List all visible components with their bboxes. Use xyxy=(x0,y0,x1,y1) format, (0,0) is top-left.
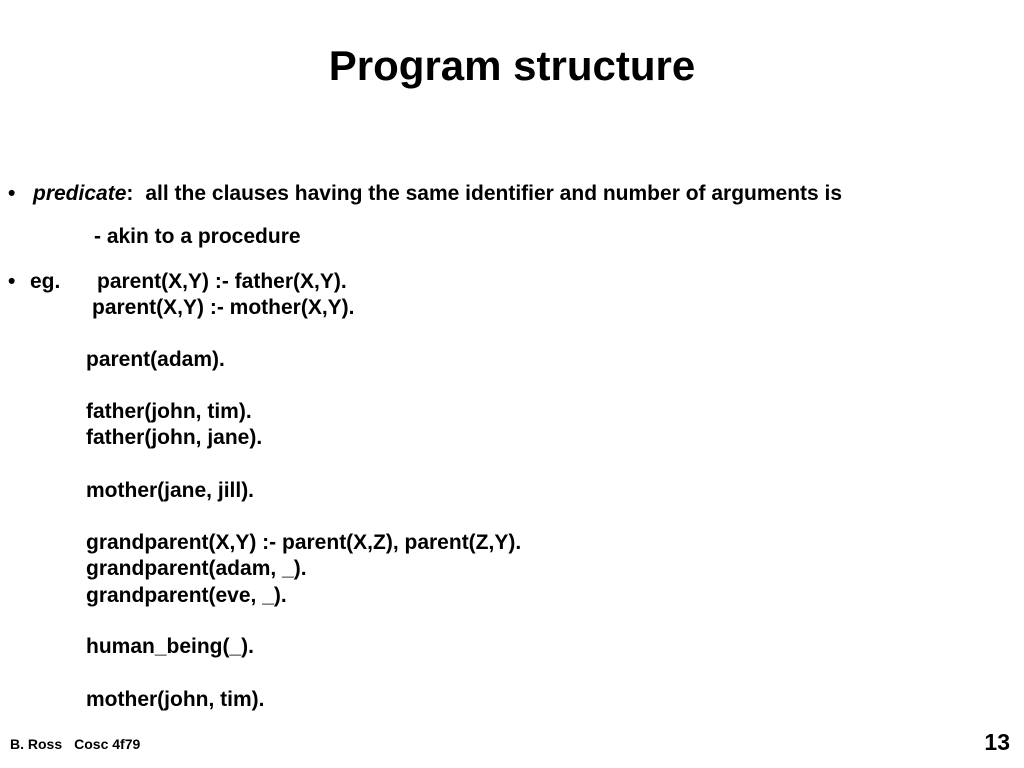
example-clause: parent(X,Y) :- mother(X,Y). xyxy=(92,296,355,319)
example-clause: parent(X,Y) :- father(X,Y). xyxy=(97,270,347,293)
predicate-term: predicate xyxy=(33,182,127,205)
code-line: grandparent(adam, _). xyxy=(86,557,307,580)
code-line: human_being(_). xyxy=(86,635,255,658)
footer-author: B. Ross xyxy=(10,736,63,752)
example-label: eg. xyxy=(30,270,61,293)
bullet-point: • xyxy=(8,182,16,205)
bullet-point: • xyxy=(8,270,16,293)
predicate-colon: : xyxy=(126,182,134,205)
predicate-definition: all the clauses having the same identifier and number of arguments is xyxy=(145,182,843,205)
code-line: grandparent(X,Y) :- parent(X,Z), parent(Z,Y). xyxy=(86,531,522,554)
predicate-subnote: - akin to a procedure xyxy=(94,225,301,248)
page-number: 13 xyxy=(984,729,1010,755)
code-line: mother(john, tim). xyxy=(86,688,265,711)
code-line: parent(adam). xyxy=(86,348,225,371)
predicate-definition-line xyxy=(33,181,842,207)
code-line: father(john, jane). xyxy=(86,426,263,449)
slide-title: Program structure xyxy=(328,42,696,89)
footer-course: Cosc 4f79 xyxy=(74,736,141,752)
code-line: grandparent(eve, _). xyxy=(86,584,287,607)
code-line: father(john, tim). xyxy=(86,400,252,423)
code-line: mother(jane, jill). xyxy=(86,479,255,502)
footer-credit xyxy=(10,736,140,752)
